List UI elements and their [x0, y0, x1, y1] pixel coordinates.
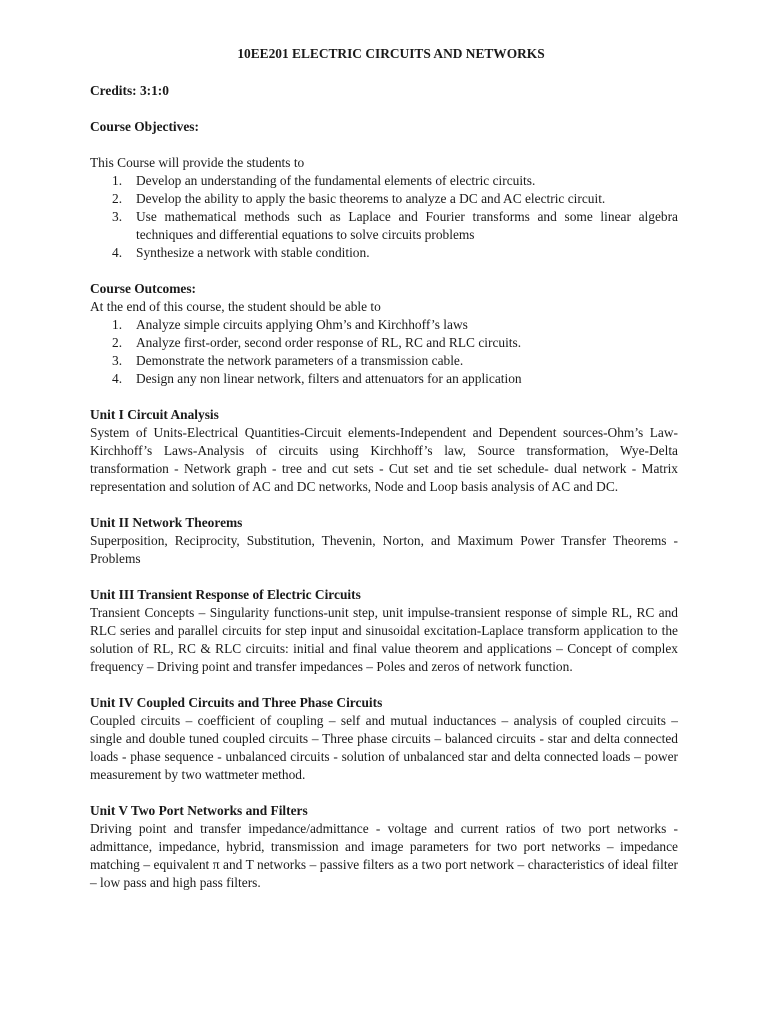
spacer — [90, 136, 678, 154]
unit-title: Unit V Two Port Networks and Filters — [90, 803, 308, 818]
unit-section — [90, 694, 678, 784]
list-item — [90, 172, 678, 190]
list-item-text: Use mathematical methods such as Laplace and Fourier transforms and some linear algebra techniques and differential equations to solve circuits problems — [136, 209, 678, 242]
list-item-text: Design any non linear network, filters and attenuators for an application — [136, 371, 522, 386]
list-item-text: Synthesize a network with stable condition. — [136, 245, 370, 260]
list-item — [90, 352, 678, 370]
unit-title: Unit III Transient Response of Electric Circuits — [90, 587, 361, 602]
unit-body: Driving point and transfer impedance/admittance - voltage and current ratios of two port networks - admittance, impedance, hybrid, transmission and image parameters for two port networks – impedance matching – equivalent π and T networks – passive filters as a two port network – characteristics of ideal filter – low pass and high pass filters. — [90, 821, 678, 890]
objectives-intro: This Course will provide the students to — [90, 155, 305, 170]
list-item — [90, 316, 678, 334]
objectives-list — [90, 172, 678, 262]
list-number: 2. — [112, 191, 123, 206]
list-number: 1. — [112, 317, 123, 332]
list-number: 1. — [112, 173, 123, 188]
list-number: 4. — [112, 245, 123, 260]
list-item — [90, 244, 678, 262]
unit-body: Coupled circuits – coefficient of coupling – self and mutual inductances – analysis of coupled circuits – single and double tuned coupled circuits – Three phase circuits – balanced circuits - star and delta connected loads - phase sequence - unbalanced circuits - solution of unbalanced star and delta connected loads – power measurement by two wattmeter method. — [90, 713, 678, 782]
page-title: 10EE201 ELECTRIC CIRCUITS AND NETWORKS — [237, 46, 545, 61]
list-number: 2. — [112, 335, 123, 350]
list-number: 3. — [112, 209, 123, 224]
outcomes-list — [90, 316, 678, 388]
list-item-text: Develop an understanding of the fundamental elements of electric circuits. — [136, 173, 536, 188]
credits-line: Credits: 3:1:0 — [90, 83, 169, 98]
list-item-text: Develop the ability to apply the basic theorems to analyze a DC and AC electric circuit. — [136, 191, 606, 206]
list-item — [90, 190, 678, 208]
unit-title: Unit IV Coupled Circuits and Three Phase Circuits — [90, 695, 383, 710]
course-outcomes-heading: Course Outcomes: — [90, 281, 196, 296]
unit-section — [90, 586, 678, 676]
course-objectives-heading: Course Objectives: — [90, 119, 199, 134]
list-item — [90, 334, 678, 352]
course-objectives-section — [90, 118, 678, 262]
list-item — [90, 208, 678, 244]
course-outcomes-section — [90, 280, 678, 388]
list-number: 3. — [112, 353, 123, 368]
unit-section — [90, 802, 678, 892]
unit-body: System of Units-Electrical Quantities-Circuit elements-Independent and Dependent sources-Ohm’s Law-Kirchhoff’s Laws-Analysis of circuits using Kirchhoff’s law, Source transformation, Wye-Delta transformation - Network graph - tree and cut sets - Cut set and tie set schedule- dual network - Matrix representation and solution of AC and DC networks, Node and Loop basis analysis of AC and DC. — [90, 425, 678, 494]
list-number: 4. — [112, 371, 123, 386]
list-item-text: Analyze simple circuits applying Ohm’s and Kirchhoff’s laws — [136, 317, 468, 332]
unit-section — [90, 406, 678, 496]
unit-body: Superposition, Reciprocity, Substitution, Thevenin, Norton, and Maximum Power Transfer Theorems - Problems — [90, 533, 678, 566]
unit-title: Unit I Circuit Analysis — [90, 407, 219, 422]
list-item — [90, 370, 678, 388]
unit-body: Transient Concepts – Singularity functions-unit step, unit impulse-transient response of simple RL, RC and RLC series and parallel circuits for step input and sinusoidal excitation-Laplace transform application to the solution of RL, RC & RLC circuits: initial and final value theorem and applications – Concept of complex frequency – Driving point and transfer impedances – Poles and zeros of network function. — [90, 605, 678, 674]
unit-title: Unit II Network Theorems — [90, 515, 243, 530]
list-item-text: Demonstrate the network parameters of a transmission cable. — [136, 353, 464, 368]
list-item-text: Analyze first-order, second order response of RL, RC and RLC circuits. — [136, 335, 522, 350]
unit-section — [90, 514, 678, 568]
outcomes-intro: At the end of this course, the student should be able to — [90, 299, 381, 314]
